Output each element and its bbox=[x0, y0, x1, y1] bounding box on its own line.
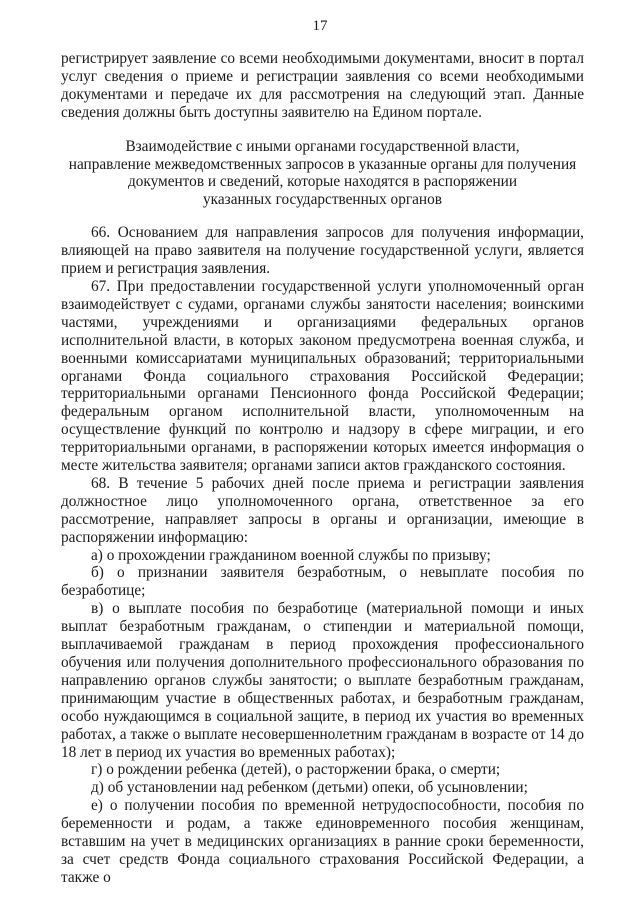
paragraph-67: 67. При предоставлении государственной услуги уполномоченный орган взаимодействует с судами, органами службы занятости населения; воинскими частями, учреждениями и организациями федеральных органов исполнительной власти, в которых законом предусмотрена военная служба, и военными комиссариатами муниципальных образований; территориальными органами Фонда социального страхования Российской Федерации; территориальными органами Пенсионного фонда Российской Федерации; федеральным органом исполнительной власти, уполномоченным на осуществление функций по контролю и надзору в сфере миграции, и его территориальными органами, в распоряжении которых имеется информация о месте жительства заявителя; органами записи актов гражданского состояния. bbox=[61, 277, 584, 475]
page-number: 17 bbox=[312, 18, 328, 34]
list-item-a: а) о прохождении гражданином военной службы по призыву; bbox=[91, 546, 491, 564]
list-item-d: д) об установлении над ребенком (детьми) опеки, об усыновлении; bbox=[91, 779, 528, 797]
intro-paragraph: регистрирует заявление со всеми необходимыми документами, вносит в портал услуг сведения о приеме и регистрации заявления со всеми необходимыми документами и передаче их для рассмотрения на следующий этап. Данные сведения должны быть доступны заявителю на Едином портале. bbox=[61, 50, 584, 121]
heading-line-3: документов и сведений, которые находятся в распоряжении bbox=[127, 173, 518, 191]
document-body bbox=[61, 50, 584, 887]
section-heading bbox=[61, 138, 584, 210]
paragraph-66: 66. Основанием для направления запросов для получения информации, влияющей на право заявителя на получение государственной услуги, является прием и регистрация заявления. bbox=[61, 224, 584, 278]
heading-line-4: указанных государственных органов bbox=[203, 191, 442, 209]
heading-line-2: направление межведомственных запросов в указанные органы для получения bbox=[68, 155, 577, 173]
list-item-b: б) о признании заявителя безработным, о невыплате пособия по безработице; bbox=[61, 564, 584, 600]
paragraph-68: 68. В течение 5 рабочих дней после приема и регистрации заявления должностное лицо уполномоченного органа, ответственное за его рассмотрение, направляет запросы в органы и организации, имеющие в распоряжении информацию: bbox=[61, 474, 584, 546]
list-item-g: г) о рождении ребенка (детей), о расторжении брака, о смерти; bbox=[91, 761, 501, 779]
list-item-v: в) о выплате пособия по безработице (материальной помощи и иных выплат безработным гражданам, о стипендии и материальной помощи, выплачиваемой гражданам в период прохождения профессионального обучения или получения дополнительного профессионального образования по направлению органов службы занятости; о выплате безработным гражданам, принимающим участие в общественных работах, и безработным гражданам, особо нуждающимся в социальной защите, в период их участия во временных работах, а также о выплате несовершеннолетним гражданам в возрасте от 14 до 18 лет в период их участия во временных работах); bbox=[61, 600, 584, 761]
heading-line-1: Взаимодействие с иными органами государственной власти, bbox=[125, 137, 520, 155]
list-item-e: е) о получении пособия по временной нетрудоспособности, пособия по беременности и родам, а также единовременного пособия женщинам, вставшим на учет в медицинских организациях в ранние сроки беременности, за счет средств Фонда социального страхования Российской Федерации, а также о bbox=[61, 797, 584, 886]
